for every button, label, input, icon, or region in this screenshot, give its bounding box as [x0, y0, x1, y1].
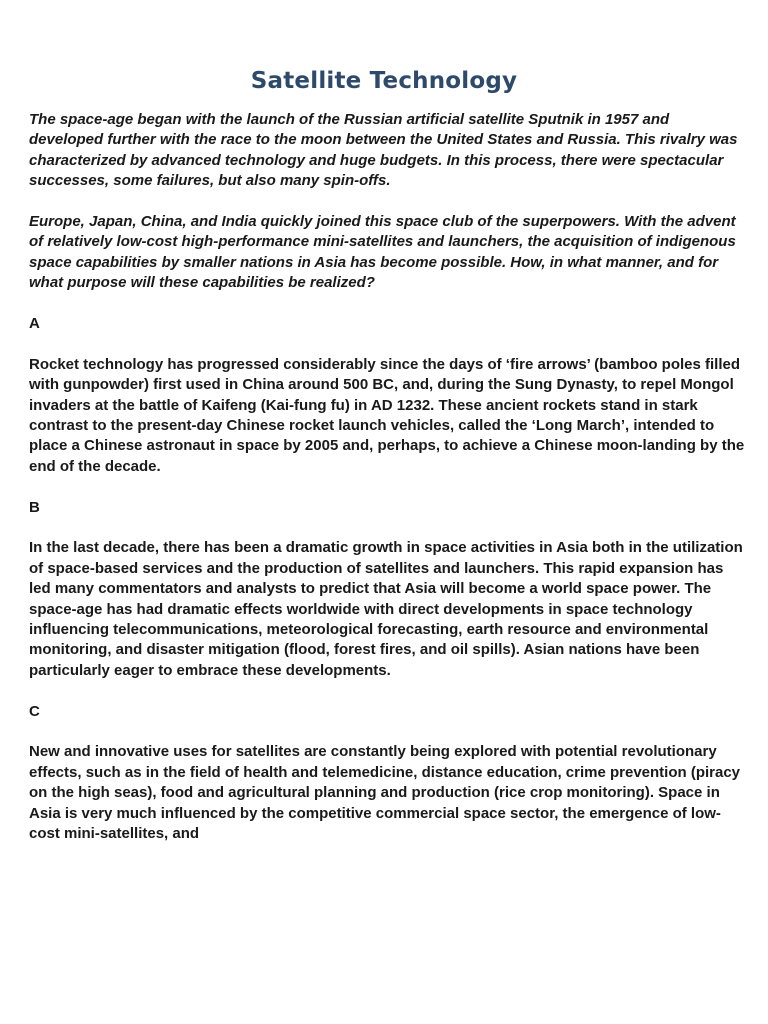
intro-paragraph-2: Europe, Japan, China, and India quickly joined this space club of the superpowers. With the advent of relatively low-cost high-performance mini-satellites and launchers, the acquisition of indigenous space capabilities by smaller nations in Asia has become possible. How, in what manner, and for what purpose will these capabilities be realized? — [29, 213, 736, 292]
article-body — [29, 110, 745, 865]
page-title: Satellite Technology — [250, 68, 518, 94]
section-heading-c: C — [29, 702, 40, 720]
section-a-paragraph: Rocket technology has progressed considerably since the days of ‘fire arrows’ (bamboo poles filled with gunpowder) first used in China around 500 BC, and, during the Sung Dynasty, to repel Mongol invaders at the battle of Kaifeng (Kai-fung fu) in AD 1232. These ancient rockets stand in stark contrast to the present-day Chinese rocket launch vehicles, called the ‘Long March’, intended to place a Chinese astronaut in space by 2005 and, perhaps, to achieve a Chinese moon-landing by the end of the decade. — [29, 355, 745, 475]
section-c-paragraph: New and innovative uses for satellites are constantly being explored with potential revolutionary effects, such as in the field of health and telemedicine, distance education, crime prevention (piracy on the high seas), food and agricultural planning and production (rice crop monitoring). Space in Asia is very much influenced by the competitive commercial space sector, the emergence of low-cost mini-satellites, and — [29, 743, 741, 843]
section-b-paragraph: In the last decade, there has been a dramatic growth in space activities in Asia both in the utilization of space-based services and the production of satellites and launchers. This rapid expansion has led many commentators and analysts to predict that Asia will become a world space power. The space-age has had dramatic effects worldwide with direct developments in space technology influencing telecommunications, meteorological forecasting, earth resource and environmental monitoring, and disaster mitigation (flood, forest fires, and oil spills). Asian nations have been particularly eager to embrace these developments. — [29, 539, 743, 679]
section-heading-b: B — [29, 498, 40, 516]
section-heading-a: A — [29, 315, 40, 333]
intro-paragraph-1: The space-age began with the launch of the Russian artificial satellite Sputnik in 1957 and developed further with the race to the moon between the United States and Russia. This rivalry was characterized by advanced technology and huge budgets. In this process, there were spectacular successes, some failures, but also many spin-offs. — [29, 111, 738, 190]
